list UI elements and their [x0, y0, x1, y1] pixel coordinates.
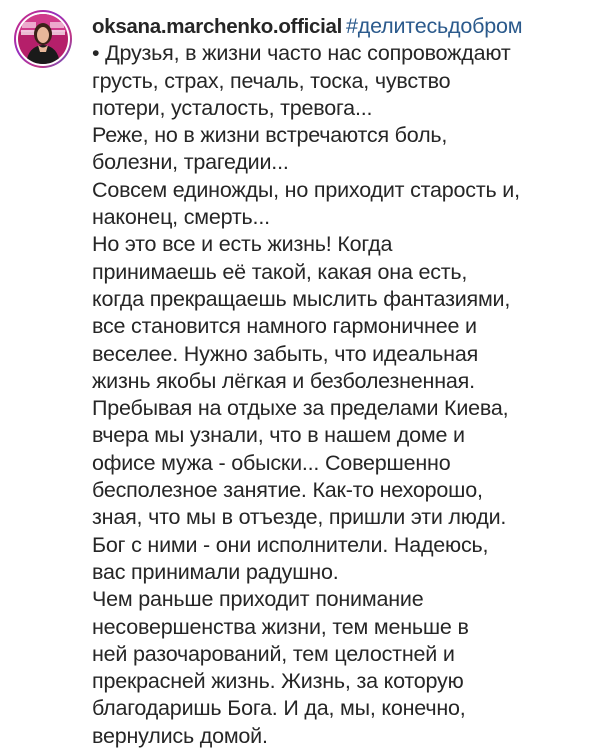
- caption-line: грусть, страх, печаль, тоска, чувство: [92, 68, 451, 93]
- post-caption: [92, 13, 588, 750]
- caption-line: благодаришь Бога. И да, мы, конечно,: [92, 696, 466, 721]
- caption-line: Реже, но в жизни встречаются боль,: [92, 123, 448, 148]
- profile-photo-icon: [18, 14, 68, 64]
- avatar[interactable]: [14, 10, 72, 68]
- caption-line: Чем раньше приходит понимание: [92, 587, 424, 612]
- hashtag-link[interactable]: #делитесьдобром: [345, 14, 523, 38]
- caption-line: Но это все и есть жизнь! Когда: [92, 232, 393, 257]
- caption-line: Бог с ними - они исполнители. Надеюсь,: [92, 532, 489, 557]
- caption-line: Пребывая на отдыхе за пределами Киева,: [92, 396, 509, 421]
- username-link[interactable]: oksana.marchenko.official: [92, 15, 342, 38]
- caption-line: Совсем единожды, но приходит старость и,: [92, 177, 520, 202]
- caption-line: жизнь якобы лёгкая и безболезненная.: [92, 368, 475, 393]
- caption-line: все становится намного гармоничнее и: [92, 314, 477, 339]
- caption-line: зная, что мы в отъезде, пришли эти люди.: [92, 505, 507, 530]
- caption-line: вас принимали радушно.: [92, 559, 339, 584]
- caption-line: когда прекращаешь мыслить фантазиями,: [92, 286, 511, 311]
- caption-line: принимаешь её такой, какая она есть,: [92, 259, 468, 284]
- caption-line: бесполезное занятие. Как-то нехорошо,: [92, 478, 483, 503]
- caption-line: вернулись домой.: [92, 723, 268, 748]
- caption-line: несовершенства жизни, тем меньше в: [92, 614, 469, 639]
- caption-line: прекрасней жизнь. Жизнь, за которую: [92, 669, 464, 694]
- caption-line: наконец, смерть...: [92, 205, 270, 230]
- caption-line: вчера мы узнали, что в нашем доме и: [92, 423, 465, 448]
- caption-line: ней разочарований, тем целостней и: [92, 641, 455, 666]
- caption-line: потери, усталость, тревога...: [92, 95, 373, 120]
- caption-text: [92, 40, 588, 750]
- caption-line: • Друзья, в жизни часто нас сопровождают: [92, 41, 511, 66]
- caption-line: офисе мужа - обыски... Совершенно: [92, 450, 451, 475]
- avatar-ring: [16, 12, 70, 66]
- caption-line: веселее. Нужно забыть, что идеальная: [92, 341, 479, 366]
- caption-header: [92, 13, 588, 40]
- caption-line: болезни, трагедии...: [92, 150, 289, 175]
